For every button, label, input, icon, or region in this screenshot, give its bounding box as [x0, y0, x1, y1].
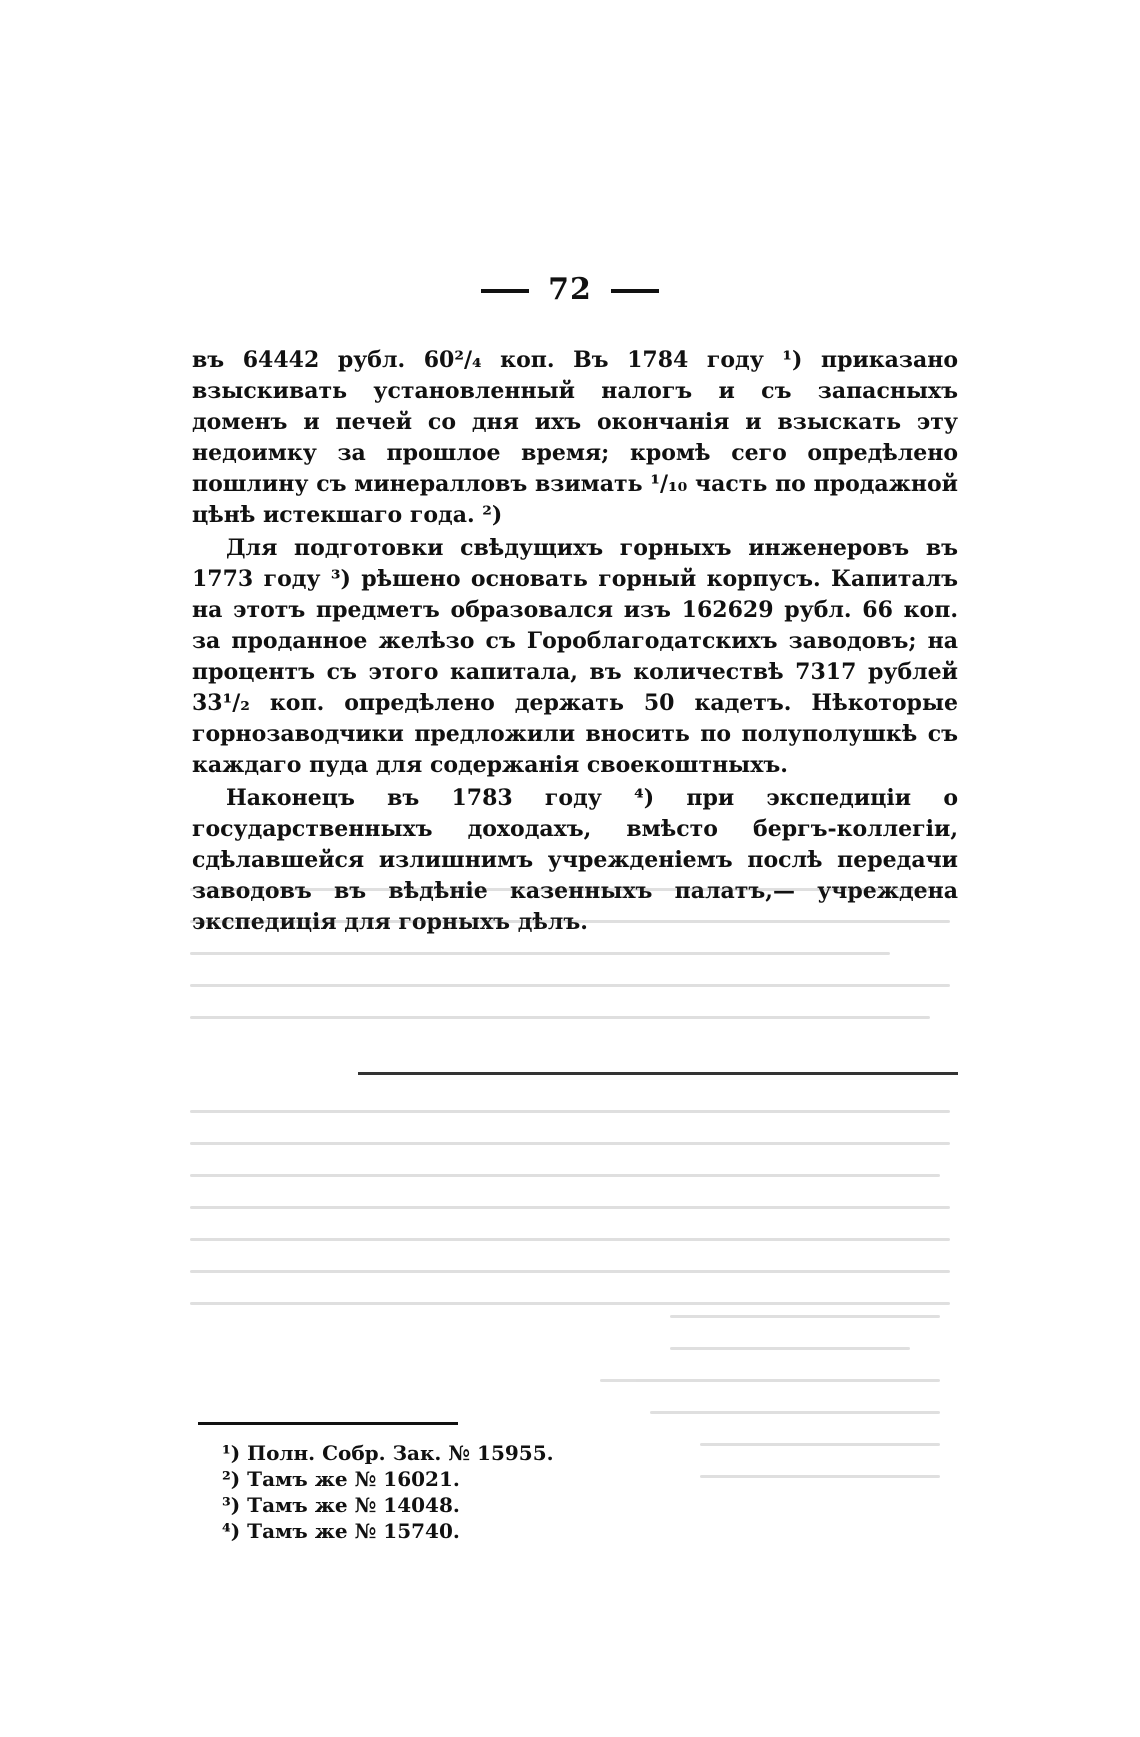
bleed-line — [670, 1347, 910, 1350]
bleed-line — [190, 1142, 950, 1145]
bleed-through-text — [190, 880, 960, 1320]
bleed-line — [700, 1475, 940, 1478]
bleed-line — [700, 1443, 940, 1446]
left-ornament-rule — [481, 289, 529, 293]
bleed-line — [190, 1174, 940, 1177]
page-number: 72 — [548, 272, 592, 307]
bleed-line — [190, 952, 890, 955]
bleed-line — [190, 984, 950, 987]
bleed-line — [190, 1110, 950, 1113]
right-ornament-rule — [611, 289, 659, 293]
footnotes — [222, 1440, 622, 1544]
bleed-line — [670, 1315, 940, 1318]
paragraph-2: Для подготовки свѣдущихъ горныхъ инженеровъ въ 1773 году ³) рѣшено основать горный корпусъ. Капиталъ на этотъ предметъ образовался изъ 162629 рубл. 66 коп. за проданное желѣзо съ Гороблагодатскихъ заводовъ; на процентъ съ этого капитала, въ количествѣ 7317 рублей 33¹/₂ коп. опредѣлено держать 50 кадетъ. Нѣкоторые горнозаводчики предложили вносить по полуполушкѣ съ каждаго пуда для содержанія своекоштныхъ. — [192, 535, 958, 778]
paragraph-1: въ 64442 рубл. 60²/₄ коп. Въ 1784 году ¹) приказано взыскивать установленный налогъ и съ запасныхъ доменъ и печей со дня ихъ окончанія и взыскать эту недоимку за прошлое время; кромѣ сего опредѣлено пошлину съ минералловъ взимать ¹/₁₀ часть по продажной цѣнѣ истекшаго года. ²) — [192, 347, 958, 528]
footnote-2: ²) Тамъ же № 16021. — [222, 1467, 460, 1491]
bleed-line — [650, 1411, 940, 1414]
bleed-line — [190, 888, 930, 891]
paragraph-3: Наконецъ въ 1783 году ⁴) при экспедиціи о государственныхъ доходахъ, вмѣсто бергъ-коллегіи, сдѣлавшейся излишнимъ учрежденіемъ послѣ передачи заводовъ въ вѣдѣніе казенныхъ палатъ,— учреждена экспедиція для горныхъ дѣлъ. — [192, 785, 958, 935]
bleed-line — [190, 1238, 950, 1241]
page-number-header — [0, 272, 1140, 307]
footnote-3: ³) Тамъ же № 14048. — [222, 1493, 460, 1517]
bleed-line — [190, 1270, 950, 1273]
bleed-line — [190, 1016, 930, 1019]
footnote-4: ⁴) Тамъ же № 15740. — [222, 1519, 460, 1543]
bleed-line — [600, 1379, 940, 1382]
bleed-through-footnotes — [590, 1305, 950, 1525]
footnote-separator — [198, 1422, 458, 1425]
footnote-1: ¹) Полн. Собр. Зак. № 15955. — [222, 1441, 554, 1465]
bleed-line — [190, 1206, 950, 1209]
main-text — [192, 345, 958, 938]
bleed-line — [190, 920, 950, 923]
bleed-through-rule — [358, 1072, 958, 1075]
